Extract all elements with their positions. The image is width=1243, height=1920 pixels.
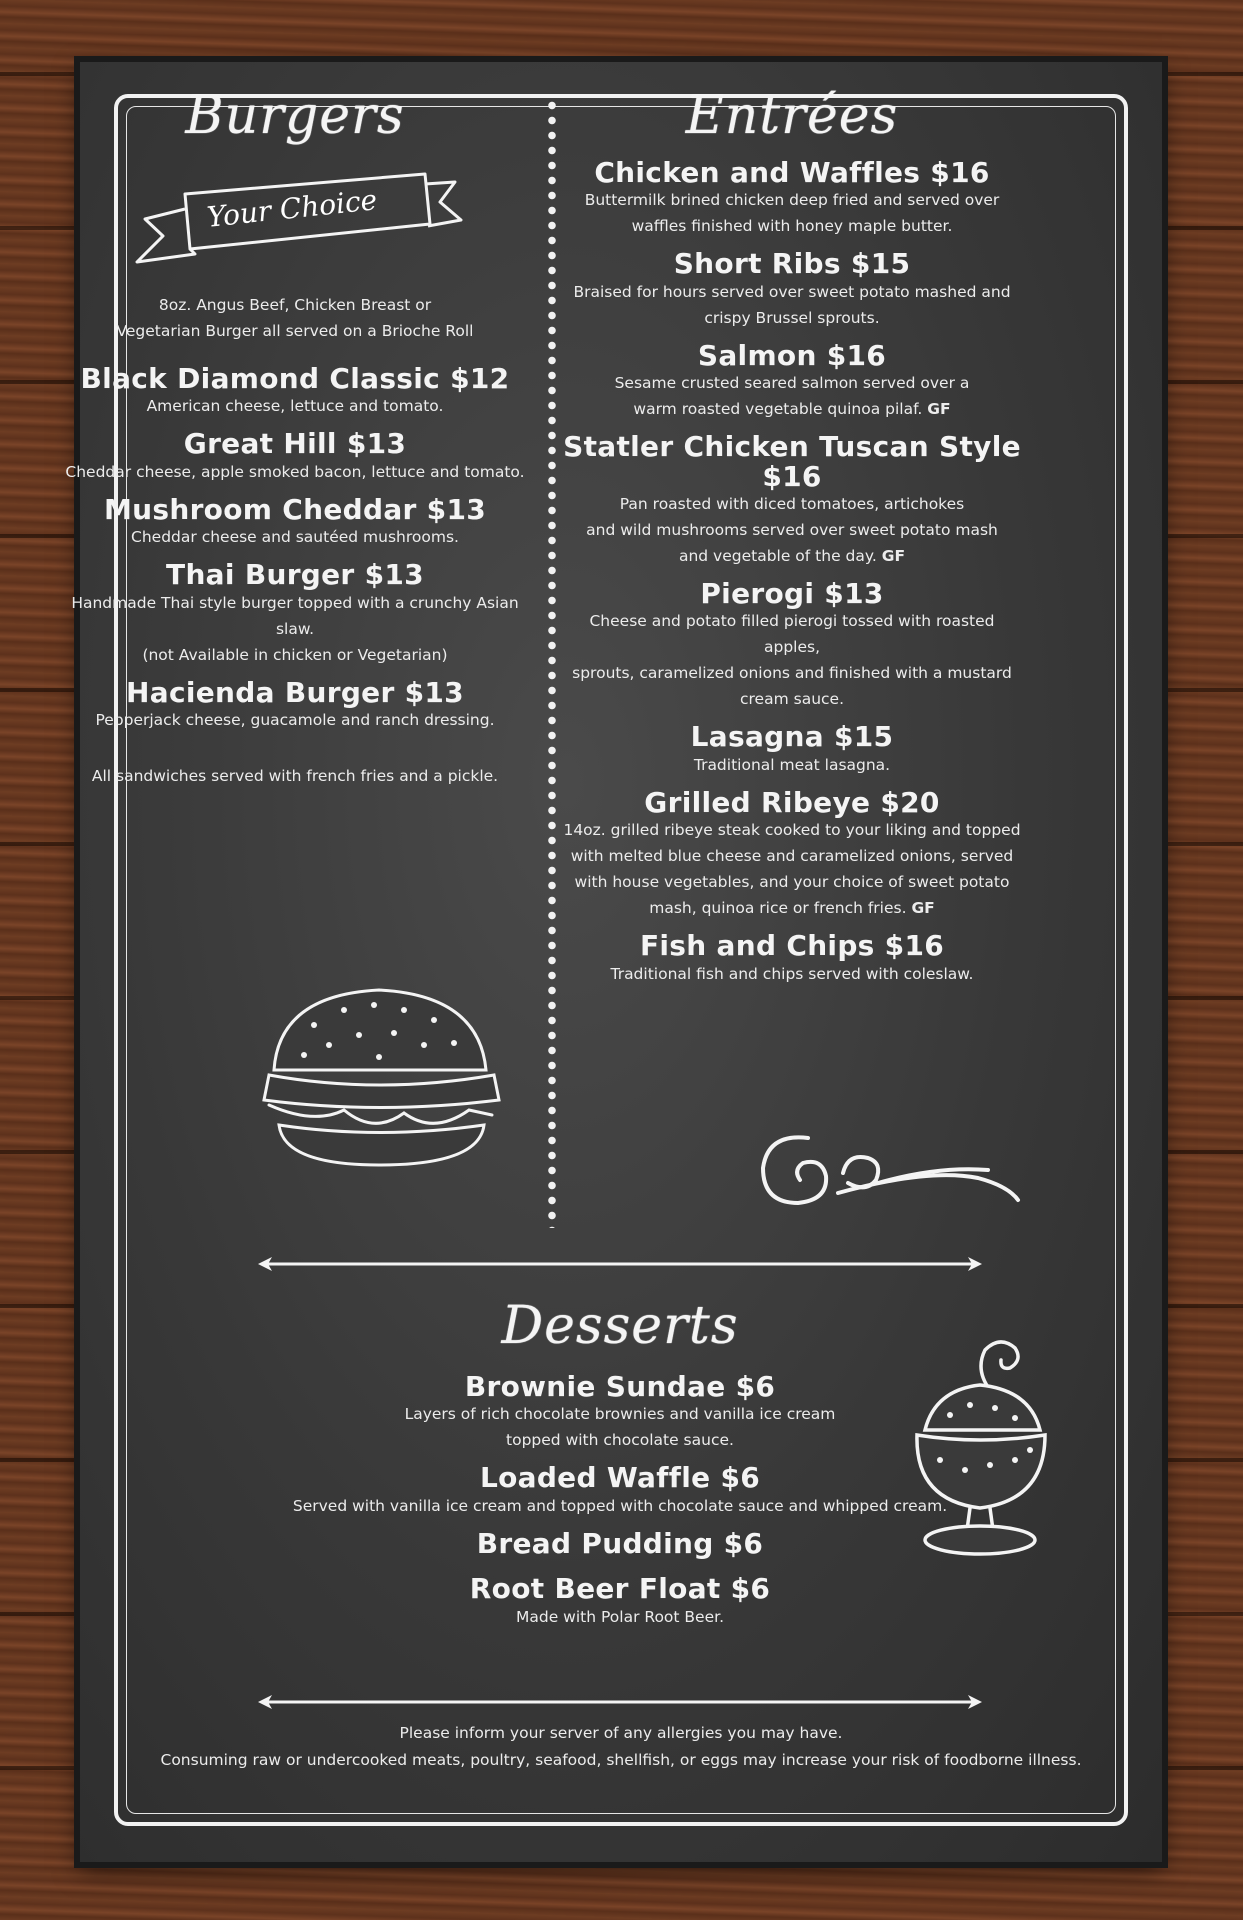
dotted-column-divider [548,98,556,1228]
menu-item-desc: with house vegetables, and your choice of sweet potato [574,873,1010,892]
menu-item-desc-text: and vegetable of the day. [678,546,877,565]
burgers-heading: Burgers [185,86,405,146]
entrees-section [560,86,1024,997]
burger-illustration-icon [254,975,504,1175]
menu-item [300,1574,940,1629]
menu-item-desc: (not Available in chicken or Vegetarian) [142,645,448,664]
menu-item-desc: Cheddar cheese and sautéed mushrooms. [131,528,459,547]
menu-item-title: Salmon $16 [697,338,887,372]
menu-item-desc: Pepperjack cheese, guacamole and ranch dressing. [95,710,495,729]
menu-item-desc-text: warm roasted vegetable quinoa pilaf. [633,400,923,419]
menu-item-desc: and wild mushrooms served over sweet potato mash [586,520,998,539]
entrees-heading: Entrées [685,86,899,146]
menu-item-desc: cream sauce. [740,690,844,709]
menu-item-title: Hacienda Burger $13 [126,675,464,709]
menu-item-title: Short Ribs $15 [673,247,911,281]
menu-item-desc: Layers of rich chocolate brownies and vanilla ice cream [404,1405,836,1424]
menu-item [560,785,1024,921]
menu-item-desc: Served with vanilla ice cream and topped with chocolate sauce and whipped cream. [292,1496,948,1515]
menu-item [560,722,1024,777]
desserts-heading: Desserts [501,1296,739,1356]
menu-item-desc: with melted blue cheese and caramelized onions, served [570,847,1014,866]
gluten-free-badge: GF [881,546,906,565]
menu-item-desc: Made with Polar Root Beer. [516,1607,724,1626]
menu-item-desc: Cheddar cheese, apple smoked bacon, lettuce and tomato. [65,462,525,481]
banner-label: Your Choice [205,183,379,234]
menu-item [58,560,532,667]
menu-item-title: Chicken and Waffles $16 [594,156,990,189]
menu-item-desc: Sesame crusted seared salmon served over a [614,374,970,393]
menu-item-desc: Cheese and potato filled pierogi tossed with roasted apples, [589,612,995,657]
menu-item [560,338,1024,422]
arrow-divider-icon [258,1254,982,1274]
menu-item-desc: 14oz. grilled ribeye steak cooked to your liking and topped [563,821,1021,840]
menu-item [560,576,1024,712]
swirl-ornament-icon [748,1118,1028,1218]
menu-item-desc [560,396,1024,422]
menu-item [300,1372,940,1453]
menu-item [560,931,1024,986]
menu-item-desc [560,895,1024,921]
foodborne-warning: Consuming raw or undercooked meats, poultry, seafood, shellfish, or eggs may increase your risk of foodborne illness. [160,1751,1082,1769]
menu-item-title: Mushroom Cheddar $13 [103,492,487,526]
menu-item-title: Root Beer Float $6 [469,1572,771,1606]
menu-item-desc: Traditional fish and chips served with coleslaw. [610,964,974,983]
allergy-notice [100,1720,1142,1774]
intro-line: 8oz. Angus Beef, Chicken Breast or [158,296,432,314]
menu-item-desc: Braised for hours served over sweet potato mashed and [573,282,1011,301]
menu-item-title: Brownie Sundae $6 [464,1370,776,1403]
menu-item-desc: topped with chocolate sauce. [506,1431,734,1450]
menu-item-title: Pierogi $13 [700,576,884,610]
menu-item-title: Bread Pudding $6 [476,1526,764,1560]
menu-item-desc: waffles finished with honey maple butter. [631,217,953,236]
menu-item-title: Fish and Chips $16 [639,929,945,963]
burgers-intro [58,292,532,344]
menu-item-title: Loaded Waffle $6 [479,1461,761,1495]
menu-item-title: Thai Burger $13 [166,558,424,592]
sundae-illustration-icon [905,1330,1055,1570]
menu-item-desc: sprouts, caramelized onions and finished with a mustard [572,664,1012,683]
menu-item [58,675,532,733]
menu-item-title: Grilled Ribeye $20 [644,785,940,819]
menu-item [58,492,532,550]
menu-item [292,1461,948,1518]
sandwich-footnote: All sandwiches served with french fries and a pickle. [91,766,499,785]
your-choice-banner [125,164,465,284]
menu-item-desc: Traditional meat lasagna. [693,755,891,774]
burgers-section [58,86,532,789]
menu-item-desc [560,543,1024,569]
menu-item-title: Black Diamond Classic $12 [80,362,510,395]
allergy-line: Please inform your server of any allergies you may have. [399,1724,843,1742]
menu-item [560,432,1024,569]
menu-item-desc-text: mash, quinoa rice or french fries. [649,899,907,918]
menu-item-title: Statler Chicken Tuscan Style $16 [563,430,1021,493]
menu-item [300,1526,940,1560]
menu-item-title: Lasagna $15 [690,720,894,754]
menu-item [560,158,1024,239]
gluten-free-badge: GF [911,899,935,918]
menu-item-desc: Pan roasted with diced tomatoes, artichokes [619,494,965,513]
menu-item-title: Great Hill $13 [183,427,407,461]
gluten-free-badge: GF [927,400,951,419]
menu-item-desc: Buttermilk brined chicken deep fried and served over [584,191,1000,210]
menu-item [58,429,532,484]
menu-item-desc: American cheese, lettuce and tomato. [146,397,444,416]
menu-item [560,249,1024,330]
menu-item-desc: Handmade Thai style burger topped with a crunchy Asian slaw. [71,593,519,638]
intro-line: Vegetarian Burger all served on a Brioche Roll [116,322,474,340]
menu-item [58,364,532,419]
menu-item-desc: crispy Brussel sprouts. [704,308,880,327]
arrow-divider-icon [258,1692,982,1712]
desserts-section [292,1296,948,1640]
